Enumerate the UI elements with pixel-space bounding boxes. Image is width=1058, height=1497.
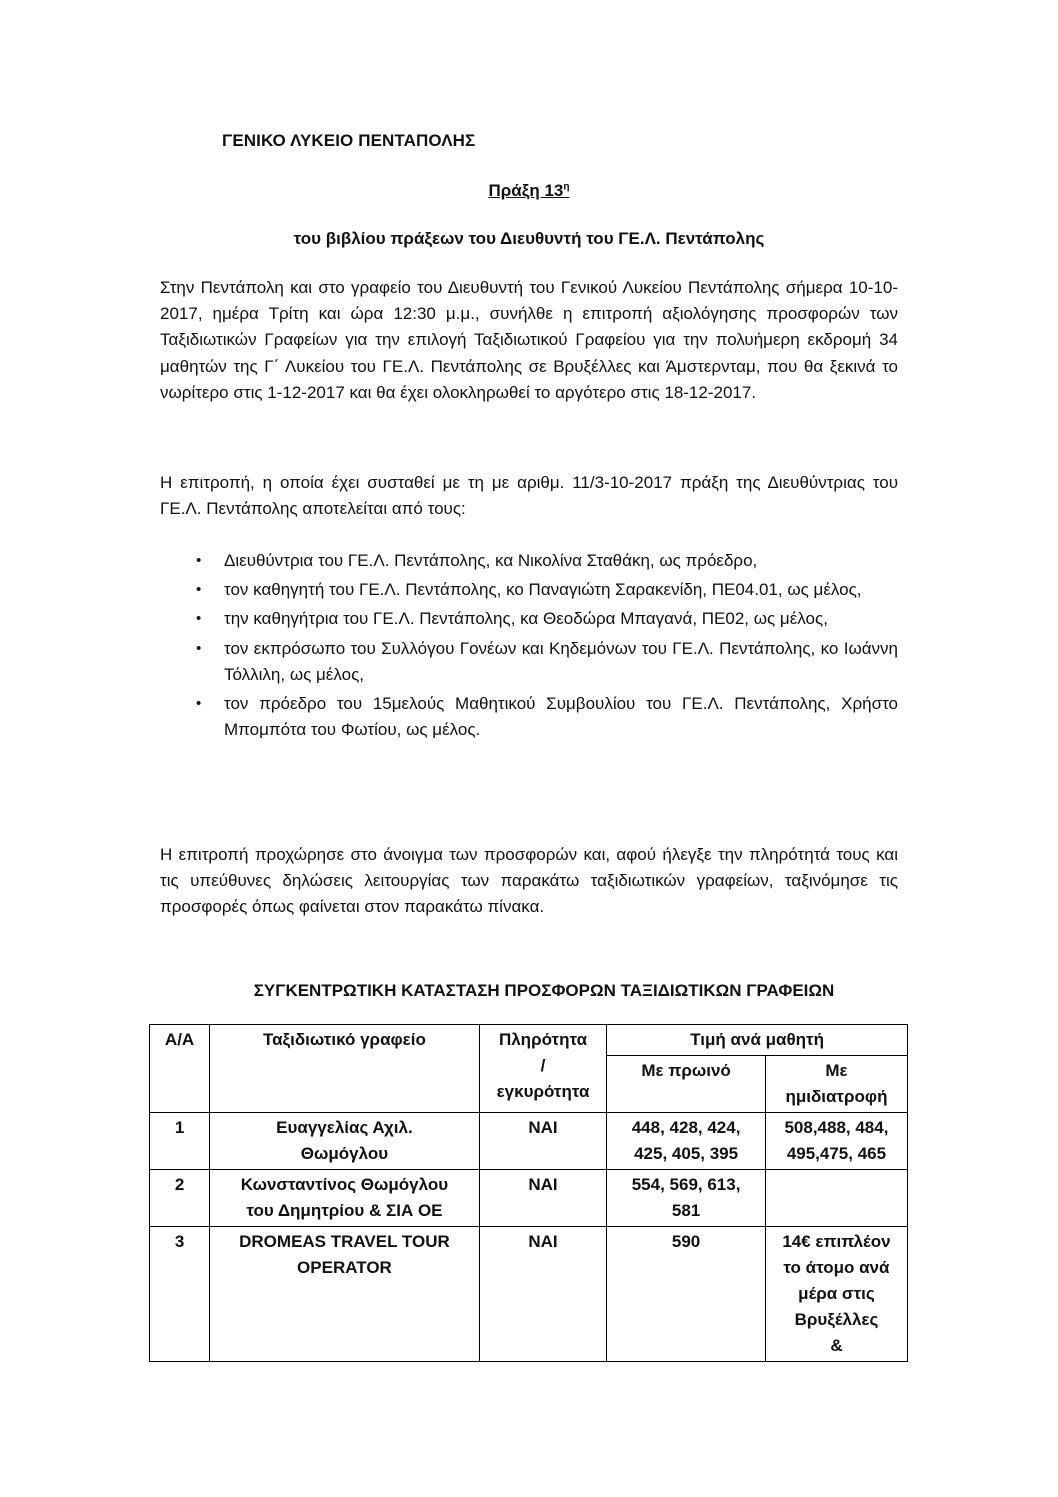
cell-breakfast <box>607 1227 766 1362</box>
header-halfboard <box>765 1056 907 1113</box>
list-item <box>160 636 898 688</box>
header-agency: Ταξιδιωτικό γραφείο <box>210 1025 480 1113</box>
table-row <box>150 1170 908 1227</box>
list-item <box>160 548 898 574</box>
header-price: Τιμή ανά μαθητή <box>607 1025 908 1056</box>
cell-line: το άτομο ανά <box>783 1258 890 1277</box>
bullet-icon: • <box>196 695 202 713</box>
cell-line: DROMEAS TRAVEL TOUR <box>239 1232 450 1251</box>
cell-valid: ΝΑΙ <box>479 1113 607 1170</box>
header-aa: Α/Α <box>150 1025 210 1113</box>
cell-valid: ΝΑΙ <box>479 1170 607 1227</box>
cell-line: 425, 405, 395 <box>634 1144 739 1163</box>
cell-line: 590 <box>671 1232 701 1251</box>
act-title-sup: η <box>563 181 570 193</box>
table-title: ΣΥΓΚΕΝΤΡΩΤΙΚΗ ΚΑΤΑΣΤΑΣΗ ΠΡΟΣΦΟΡΩΝ ΤΑΞΙΔΙΩΤΙΚΩΝ ΓΡΑΦΕΙΩΝ <box>253 981 835 1000</box>
header-breakfast: Με πρωινό <box>607 1056 766 1113</box>
intro-paragraph: Στην Πεντάπολη και στο γραφείο του Διευθυντή του Γενικού Λυκείου Πεντάπολης σήμερα 10-10-2017, ημέρα Τρίτη και ώρα 12:30 μ.μ., συνήλθε η επιτροπή αξιολόγησης προσφορών των Ταξιδιωτικών Γραφείων για την επιλογή Ταξιδιωτικού Γραφείου για την πολυήμερη εκδρομή 34 μαθητών της Γ΄ Λυκείου του ΓΕ.Λ. Πεντάπολης σε Βρυξέλλες και Άμστερνταμ, που θα ξεκινά το νωρίτερο στις 1-12-2017 και θα έχει ολοκληρωθεί το αργότερο στις 18-12-2017. <box>160 278 898 402</box>
school-name: ΓΕΝΙΚΟ ΛΥΚΕΙΟ ΠΕΝΤΑΠΟΛΗΣ <box>222 131 476 150</box>
bullet-icon: • <box>196 581 202 599</box>
cell-line: 508,488, 484, <box>784 1118 889 1137</box>
cell-line: 554, 569, 613, <box>631 1175 741 1194</box>
cell-breakfast <box>607 1170 766 1227</box>
cell-valid: ΝΑΙ <box>479 1227 607 1362</box>
cell-agency <box>210 1113 480 1170</box>
list-item <box>160 577 898 603</box>
cell-line: του Δημητρίου & ΣΙΑ ΟΕ <box>246 1201 443 1220</box>
cell-halfboard <box>765 1227 907 1362</box>
cell-line: 448, 428, 424, <box>631 1118 741 1137</box>
table-header-row <box>150 1025 908 1056</box>
cell-halfboard <box>765 1113 907 1170</box>
offers-table <box>149 1024 908 1362</box>
header-completeness-line: / <box>540 1056 546 1075</box>
cell-line: & <box>830 1336 843 1355</box>
cell-line: OPERATOR <box>297 1258 392 1277</box>
member-text: Διευθύντρια του ΓΕ.Λ. Πεντάπολης, κα Νικολίνα Σταθάκη, ως πρόεδρο, <box>224 551 758 570</box>
cell-line: 495,475, 465 <box>786 1144 887 1163</box>
cell-line: Βρυξέλλες <box>794 1310 879 1329</box>
act-subtitle: του βιβλίου πράξεων του Διευθυντή του ΓΕ.Λ. Πεντάπολης <box>293 229 765 248</box>
cell-halfboard <box>765 1170 907 1227</box>
bullet-icon: • <box>196 610 202 628</box>
cell-breakfast <box>607 1113 766 1170</box>
header-completeness <box>479 1025 607 1113</box>
cell-agency <box>210 1227 480 1362</box>
committee-members-list <box>160 548 898 746</box>
member-text: τον εκπρόσωπο του Συλλόγου Γονέων και Κηδεμόνων του ΓΕ.Λ. Πεντάπολης, κο Ιωάννη Τόλλιλη, ως μέλος, <box>224 638 898 684</box>
header-halfboard-line: ημιδιατροφή <box>785 1087 888 1106</box>
evaluation-paragraph: Η επιτροπή προχώρησε στο άνοιγμα των προσφορών και, αφού ήλεγξε την πληρότητά τους και τις υπεύθυνες δηλώσεις λειτουργίας των παρακάτω ταξιδιωτικών γραφείων, ταξινόμησε τις προσφορές όπως φαίνεται στον παρακάτω πίνακα. <box>160 845 898 917</box>
cell-line: 14€ επιπλέον <box>782 1232 891 1251</box>
act-title <box>0 181 1058 201</box>
header-halfboard-line: Με <box>825 1061 848 1080</box>
cell-line: 581 <box>671 1201 701 1220</box>
act-title-text <box>489 181 570 200</box>
act-title-main: Πράξη 13 <box>488 181 564 200</box>
header-completeness-line: Πληρότητα <box>498 1030 588 1049</box>
cell-line: Θωμόγλου <box>300 1144 389 1163</box>
header-completeness-line: εγκυρότητα <box>496 1082 590 1101</box>
bullet-icon: • <box>196 552 202 569</box>
bullet-icon: • <box>196 639 202 657</box>
cell-aa: 3 <box>150 1227 210 1362</box>
list-item <box>160 691 898 743</box>
cell-aa: 1 <box>150 1113 210 1170</box>
cell-aa: 2 <box>150 1170 210 1227</box>
member-text: την καθηγήτρια του ΓΕ.Λ. Πεντάπολης, κα Θεοδώρα Μπαγανά, ΠΕ02, ως μέλος, <box>224 609 828 629</box>
cell-line: Κωνσταντίνος Θωμόγλου <box>240 1175 449 1194</box>
cell-line: μέρα στις <box>798 1284 875 1303</box>
committee-paragraph: Η επιτροπή, η οποία έχει συσταθεί με τη με αριθμ. 11/3-10-2017 πράξη της Διευθύντριας του ΓΕ.Λ. Πεντάπολης αποτελείται από τους: <box>160 473 898 519</box>
table-row <box>150 1113 908 1170</box>
member-text: τον πρόεδρο του 15μελούς Μαθητικού Συμβουλίου του ΓΕ.Λ. Πεντάπολης, Χρήστο Μπομπότα του Φωτίου, ως μέλος. <box>224 694 898 740</box>
list-item <box>160 606 898 632</box>
table-row <box>150 1227 908 1362</box>
cell-agency <box>210 1170 480 1227</box>
cell-line: Ευαγγελίας Αχιλ. <box>276 1118 413 1137</box>
member-text: τον καθηγητή του ΓΕ.Λ. Πεντάπολης, κο Παναγιώτη Σαρακενίδη, ΠΕ04.01, ως μέλος, <box>224 580 862 600</box>
